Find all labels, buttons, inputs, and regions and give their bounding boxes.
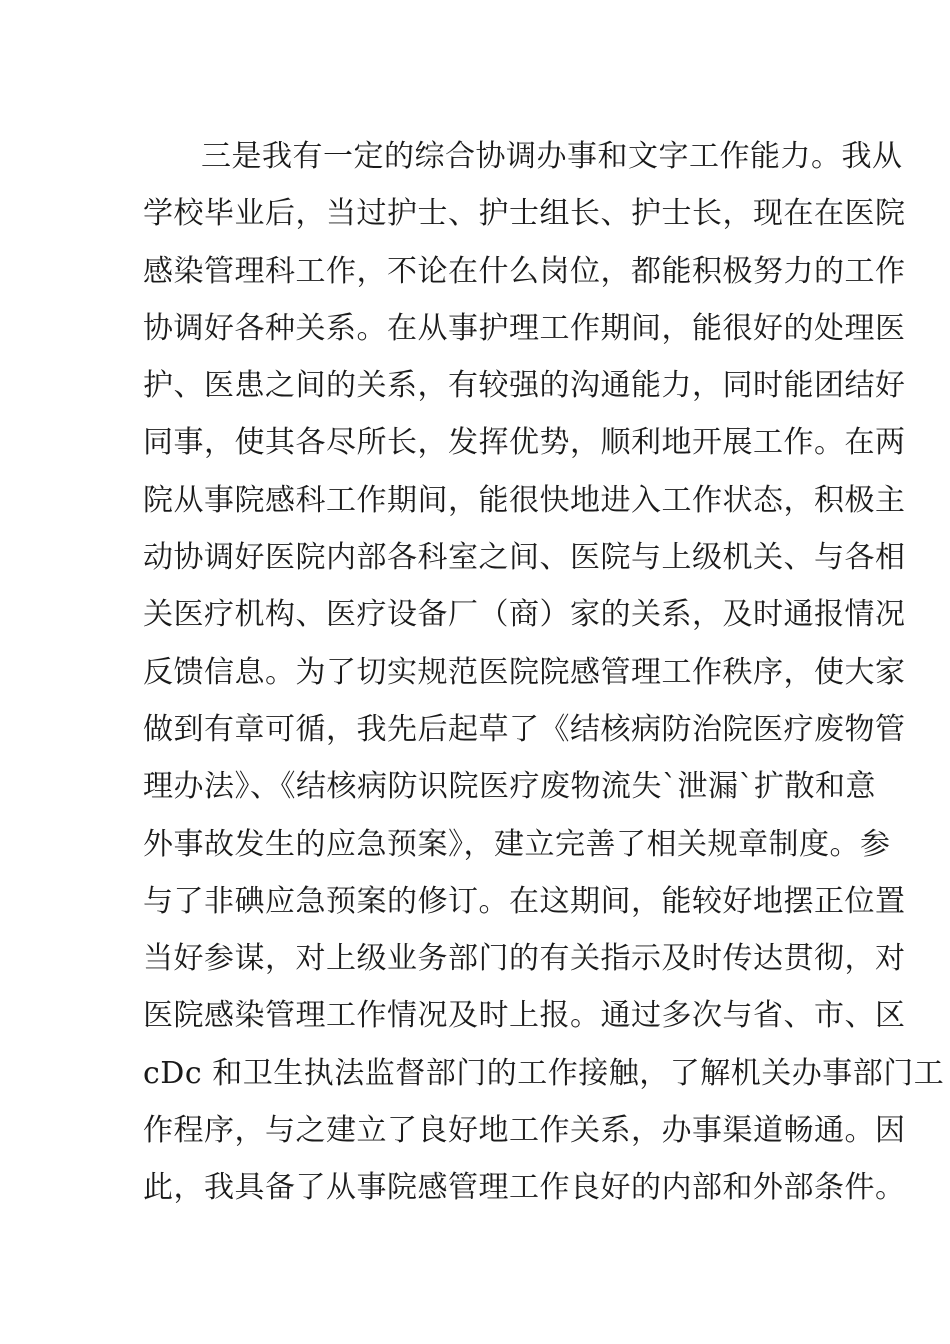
paragraph-line: 做到有章可循，我先后起草了《结核病防治院医疗废物管 bbox=[143, 711, 906, 747]
paragraph-line: 院从事院感科工作期间，能很快地进入工作状态，积极主 bbox=[143, 482, 906, 518]
paragraph-line: 作程序，与之建立了良好地工作关系，办事渠道畅通。因 bbox=[143, 1113, 906, 1149]
paragraph-line: 理办法》、《结核病防识院医疗废物流失`泄漏`扩散和意 bbox=[143, 769, 876, 805]
paragraph-line: 护、医患之间的关系，有较强的沟通能力，同时能团结好 bbox=[143, 368, 906, 404]
paragraph-line: 三是我有一定的综合协调办事和文字工作能力。我从 bbox=[201, 139, 903, 174]
paragraph-line: 与了非碘应急预案的修订。在这期间，能较好地摆正位置 bbox=[143, 883, 906, 919]
body-paragraph bbox=[143, 128, 945, 1217]
paragraph-line: 协调好各种关系。在从事护理工作期间，能很好的处理医 bbox=[143, 310, 906, 346]
paragraph-line: 医院感染管理工作情况及时上报。通过多次与省、市、区 bbox=[143, 998, 906, 1034]
paragraph-line: 学校毕业后，当过护士、护士组长、护士长，现在在医院 bbox=[143, 196, 906, 232]
paragraph-line: 同事，使其各尽所长，发挥优势，顺利地开展工作。在两 bbox=[143, 425, 906, 461]
paragraph-line: 关医疗机构、医疗设备厂（商）家的关系，及时通报情况 bbox=[143, 597, 906, 633]
paragraph-line: 外事故发生的应急预案》，建立完善了相关规章制度。参 bbox=[143, 826, 891, 862]
paragraph-line: 此，我具备了从事院感管理工作良好的内部和外部条件。 bbox=[143, 1170, 906, 1206]
paragraph-line: 感染管理科工作，不论在什么岗位，都能积极努力的工作 bbox=[143, 253, 906, 289]
paragraph-line: 反馈信息。为了切实规范医院院感管理工作秩序，使大家 bbox=[143, 654, 906, 690]
paragraph-line: cDc 和卫生执法监督部门的工作接触，了解机关办事部门工 bbox=[143, 1055, 945, 1091]
paragraph-line: 动协调好医院内部各科室之间、医院与上级机关、与各相 bbox=[143, 540, 906, 576]
paragraph-line: 当好参谋，对上级业务部门的有关指示及时传达贯彻，对 bbox=[143, 941, 906, 977]
